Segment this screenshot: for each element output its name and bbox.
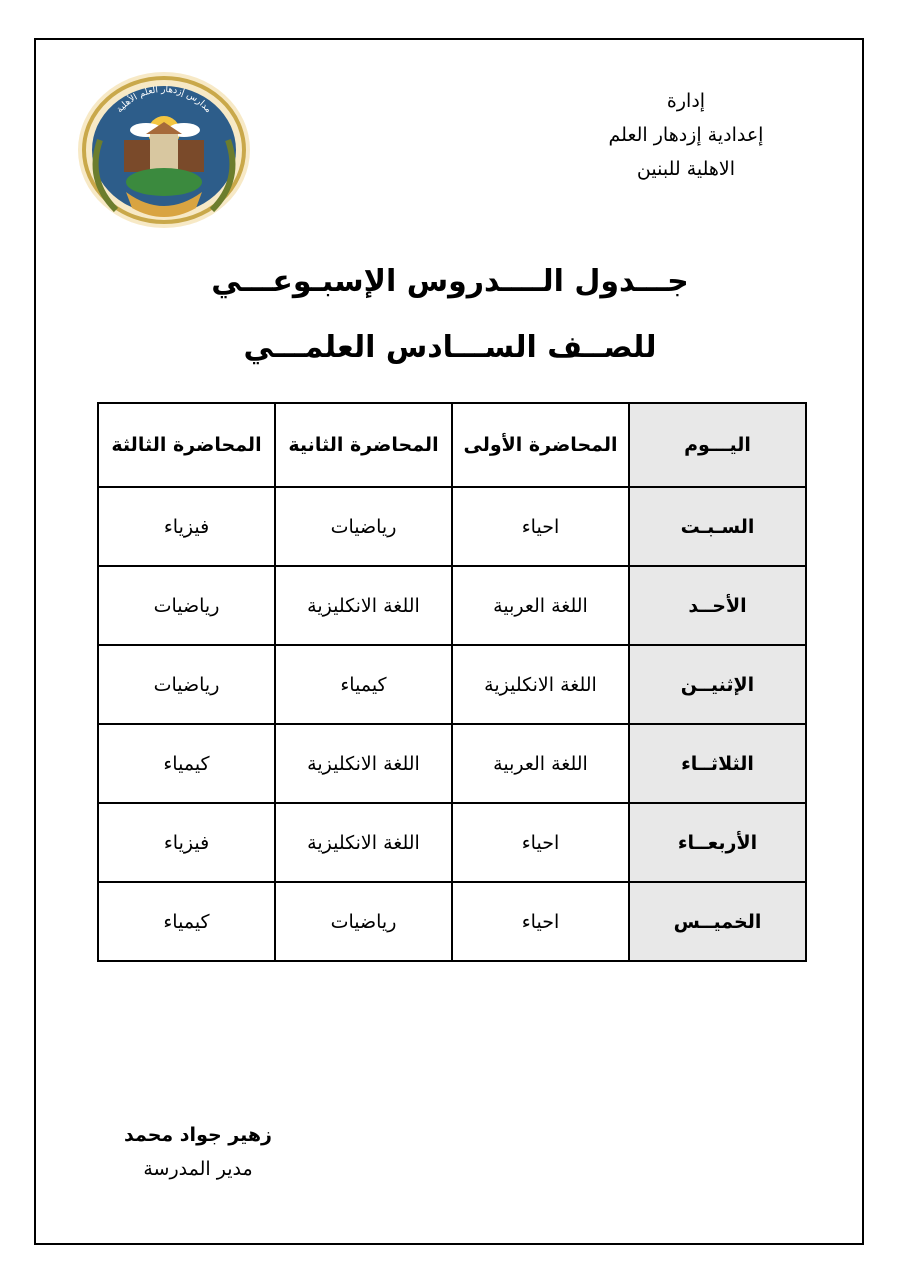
day-cell: الأحــد xyxy=(629,566,806,645)
lecture-cell: احياء xyxy=(452,882,629,961)
admin-line-2: إعدادية إزدهار العلم xyxy=(608,124,764,146)
lecture-cell: كيمياء xyxy=(275,645,452,724)
lecture-cell: فيزياء xyxy=(98,803,275,882)
page-subtitle: للصــف الســـادس العلمـــي xyxy=(243,330,657,365)
header-day: اليـــوم xyxy=(629,403,806,487)
table-row xyxy=(98,724,806,803)
lecture-cell: اللغة العربية xyxy=(452,566,629,645)
lecture-cell: رياضيات xyxy=(98,645,275,724)
day-cell: الأربعــاء xyxy=(629,803,806,882)
lecture-cell: اللغة العربية xyxy=(452,724,629,803)
table-row xyxy=(98,803,806,882)
page-title: جـــدول الــــدروس الإسبـوعـــي xyxy=(211,264,689,299)
lecture-cell: رياضيات xyxy=(275,882,452,961)
lecture-cell: كيمياء xyxy=(98,724,275,803)
table-row xyxy=(98,566,806,645)
table-row xyxy=(98,487,806,566)
lecture-cell: اللغة الانكليزية xyxy=(275,803,452,882)
day-cell: السـبـت xyxy=(629,487,806,566)
lecture-cell: اللغة الانكليزية xyxy=(452,645,629,724)
header-lecture-3: المحاضرة الثالثة xyxy=(98,403,275,487)
lecture-cell: رياضيات xyxy=(98,566,275,645)
table-header-row xyxy=(98,403,806,487)
header-lecture-2: المحاضرة الثانية xyxy=(275,403,452,487)
admin-line-3: الاهلية للبنين xyxy=(636,158,736,180)
admin-line-1: إدارة xyxy=(666,90,706,112)
lecture-cell: احياء xyxy=(452,803,629,882)
lecture-cell: احياء xyxy=(452,487,629,566)
administration-header xyxy=(556,84,816,186)
lecture-cell: اللغة الانكليزية xyxy=(275,724,452,803)
header-lecture-1: المحاضرة الأولى xyxy=(452,403,629,487)
lecture-cell: رياضيات xyxy=(275,487,452,566)
table-row xyxy=(98,645,806,724)
table-row xyxy=(98,882,806,961)
globe-icon xyxy=(126,168,202,196)
lecture-cell: كيمياء xyxy=(98,882,275,961)
principal-name: زهير جواد محمد xyxy=(124,1124,272,1146)
logo-arc-text: مدارس إزدهار العلم الأهلية xyxy=(114,84,214,116)
schedule-table xyxy=(97,402,807,962)
day-cell: الإثنيــن xyxy=(629,645,806,724)
day-cell: الخميــس xyxy=(629,882,806,961)
school-logo xyxy=(76,70,252,230)
lecture-cell: فيزياء xyxy=(98,487,275,566)
principal-title: مدير المدرسة xyxy=(143,1158,253,1180)
day-cell: الثلاثــاء xyxy=(629,724,806,803)
signature-block xyxy=(108,1118,288,1186)
lecture-cell: اللغة الانكليزية xyxy=(275,566,452,645)
building-center-icon xyxy=(150,132,178,172)
